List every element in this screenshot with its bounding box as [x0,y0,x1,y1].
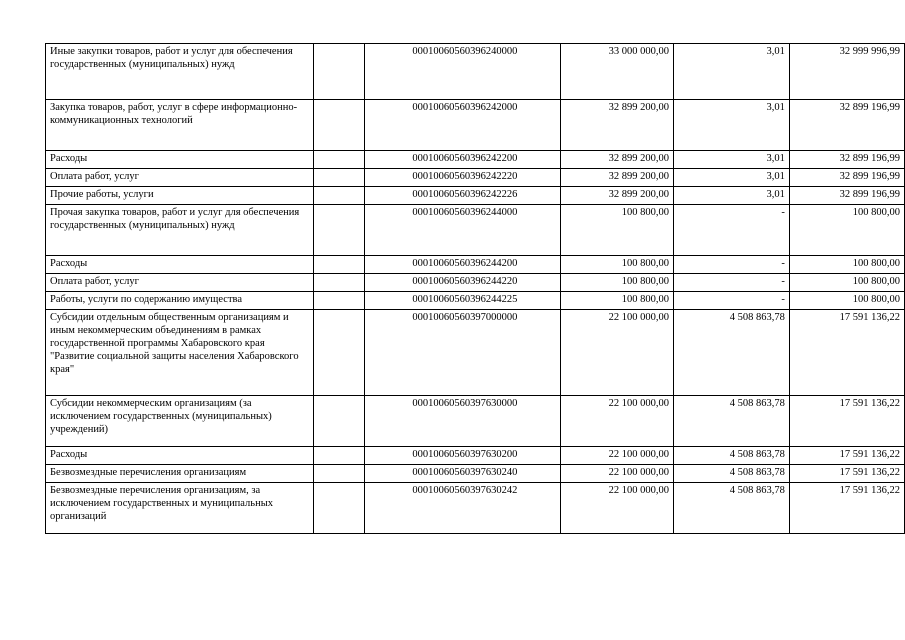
row-remaining-cell: 32 899 196,99 [789,151,904,169]
row-code-cell: 00010060560396244200 [365,256,560,274]
row-indicator-cell [314,187,365,205]
table-row [46,396,905,447]
row-remaining-cell: 100 800,00 [789,292,904,310]
row-name-cell: Расходы [46,447,314,465]
row-indicator-cell [314,274,365,292]
row-approved-cell: 22 100 000,00 [560,447,673,465]
row-indicator-cell [314,205,365,256]
table-row [46,187,905,205]
row-indicator-cell [314,100,365,151]
table-row [46,256,905,274]
row-approved-cell: 32 899 200,00 [560,187,673,205]
row-executed-cell: - [673,205,789,256]
row-name-cell: Расходы [46,151,314,169]
row-approved-cell: 33 000 000,00 [560,44,673,100]
row-code-cell: 00010060560397630200 [365,447,560,465]
row-name-cell: Безвозмездные перечисления организациям, за исключением государственных и муниципальных организаций [46,483,314,534]
row-code-cell: 00010060560396242226 [365,187,560,205]
row-code-cell: 00010060560397000000 [365,310,560,396]
table-row [46,483,905,534]
row-name-cell: Закупка товаров, работ, услуг в сфере информационно-коммуникационных технологий [46,100,314,151]
row-indicator-cell [314,447,365,465]
row-remaining-cell: 17 591 136,22 [789,310,904,396]
table-row [46,465,905,483]
row-name-cell: Оплата работ, услуг [46,169,314,187]
row-indicator-cell [314,256,365,274]
row-code-cell: 00010060560396244220 [365,274,560,292]
row-approved-cell: 32 899 200,00 [560,169,673,187]
row-approved-cell: 22 100 000,00 [560,310,673,396]
row-executed-cell: 3,01 [673,151,789,169]
row-code-cell: 00010060560396240000 [365,44,560,100]
table-row [46,100,905,151]
row-indicator-cell [314,396,365,447]
row-remaining-cell: 17 591 136,22 [789,447,904,465]
row-indicator-cell [314,292,365,310]
row-remaining-cell: 32 899 196,99 [789,169,904,187]
row-code-cell: 00010060560397630000 [365,396,560,447]
row-approved-cell: 100 800,00 [560,256,673,274]
row-remaining-cell: 17 591 136,22 [789,396,904,447]
row-approved-cell: 32 899 200,00 [560,151,673,169]
row-code-cell: 00010060560396242220 [365,169,560,187]
row-name-cell: Расходы [46,256,314,274]
row-indicator-cell [314,465,365,483]
row-name-cell: Работы, услуги по содержанию имущества [46,292,314,310]
row-approved-cell: 22 100 000,00 [560,396,673,447]
row-name-cell: Безвозмездные перечисления организациям [46,465,314,483]
row-name-cell: Субсидии отдельным общественным организациям и иным некоммерческим объединениям в рамках государственной программы Хабаровского края "Развитие социальной защиты населения Хабаровского края" [46,310,314,396]
row-executed-cell: - [673,256,789,274]
table-row [46,447,905,465]
row-executed-cell: 3,01 [673,169,789,187]
table-row [46,205,905,256]
row-code-cell: 00010060560397630242 [365,483,560,534]
row-executed-cell: - [673,292,789,310]
row-remaining-cell: 17 591 136,22 [789,483,904,534]
row-executed-cell: 3,01 [673,44,789,100]
row-approved-cell: 100 800,00 [560,274,673,292]
row-approved-cell: 100 800,00 [560,205,673,256]
row-remaining-cell: 100 800,00 [789,274,904,292]
row-executed-cell: 3,01 [673,100,789,151]
row-executed-cell: 4 508 863,78 [673,483,789,534]
row-indicator-cell [314,169,365,187]
row-remaining-cell: 32 999 996,99 [789,44,904,100]
row-approved-cell: 32 899 200,00 [560,100,673,151]
table-row [46,274,905,292]
row-code-cell: 00010060560396244225 [365,292,560,310]
row-remaining-cell: 32 899 196,99 [789,187,904,205]
row-executed-cell: 4 508 863,78 [673,310,789,396]
row-name-cell: Прочие работы, услуги [46,187,314,205]
row-remaining-cell: 100 800,00 [789,205,904,256]
row-indicator-cell [314,44,365,100]
table-row [46,292,905,310]
row-remaining-cell: 17 591 136,22 [789,465,904,483]
row-approved-cell: 22 100 000,00 [560,483,673,534]
row-name-cell: Прочая закупка товаров, работ и услуг для обеспечения государственных (муниципальных) нужд [46,205,314,256]
row-indicator-cell [314,310,365,396]
row-code-cell: 00010060560397630240 [365,465,560,483]
table-row [46,151,905,169]
row-name-cell: Субсидии некоммерческим организациям (за исключением государственных (муниципальных) учреждений) [46,396,314,447]
table-row [46,310,905,396]
row-code-cell: 00010060560396242000 [365,100,560,151]
budget-execution-table [45,43,905,534]
row-executed-cell: 4 508 863,78 [673,396,789,447]
row-indicator-cell [314,483,365,534]
row-approved-cell: 100 800,00 [560,292,673,310]
row-remaining-cell: 32 899 196,99 [789,100,904,151]
row-executed-cell: 3,01 [673,187,789,205]
table-row [46,169,905,187]
row-indicator-cell [314,151,365,169]
row-code-cell: 00010060560396244000 [365,205,560,256]
row-executed-cell: 4 508 863,78 [673,465,789,483]
row-executed-cell: - [673,274,789,292]
row-name-cell: Иные закупки товаров, работ и услуг для обеспечения государственных (муниципальных) нужд [46,44,314,100]
row-executed-cell: 4 508 863,78 [673,447,789,465]
row-remaining-cell: 100 800,00 [789,256,904,274]
row-name-cell: Оплата работ, услуг [46,274,314,292]
row-code-cell: 00010060560396242200 [365,151,560,169]
table-row [46,44,905,100]
row-approved-cell: 22 100 000,00 [560,465,673,483]
